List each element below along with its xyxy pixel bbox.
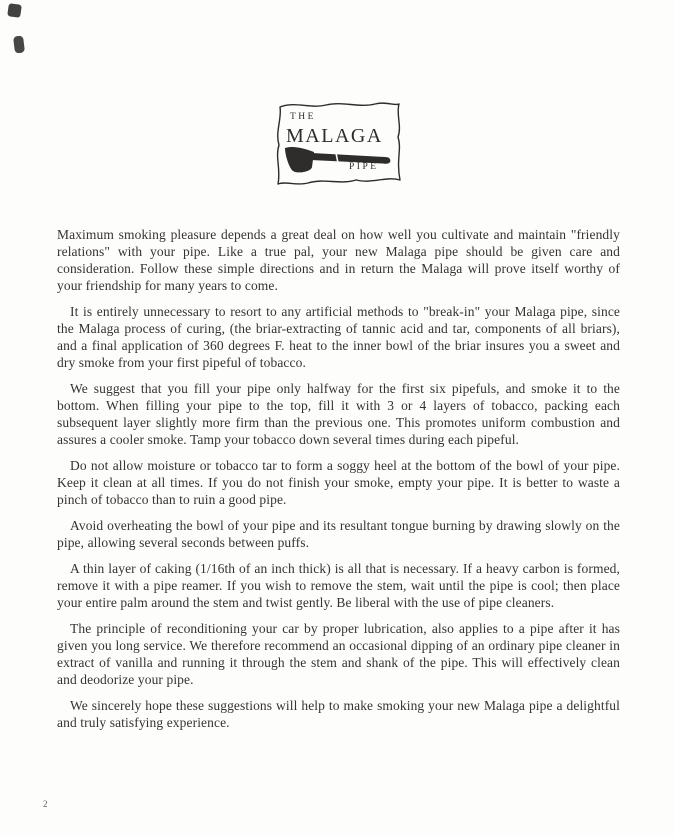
page-number: 2 (43, 799, 48, 809)
paragraph: It is entirely unnecessary to resort to any artificial methods to "break-in" your Malaga pipe, since the Malaga process of curing, (the briar-extracting of tannic acid and tar, components of all briars), and a final application of 360 degrees F. heat to the inner bowl of the briar insures you a sweet and dry smoke from your first pipeful of tobacco. (57, 304, 620, 370)
logo-word-the: THE (290, 112, 316, 122)
paragraph: The principle of reconditioning your car by proper lubrication, also applies to a pipe after it has given you long service. We therefore recommend an occasional dipping of an ordinary pipe cleaner in extract of vanilla and running it through the stem and shank of the pipe. This will effectively clean and deodorize your pipe. (57, 621, 620, 687)
paragraph: We suggest that you fill your pipe only halfway for the first six pipefuls, and smoke it to the bottom. When filling your pipe to the top, fill it with 3 or 4 layers of tobacco, packing each subsequent layer slightly more firm than the previous one. This promotes uniform combustion and assures a cooler smoke. Tamp your tobacco down several times during each pipeful. (57, 381, 620, 447)
paragraph: We sincerely hope these suggestions will help to make smoking your new Malaga pipe a delightful and truly satisfying experience. (57, 698, 620, 730)
logo-badge-graphic (269, 98, 407, 188)
body-text (57, 226, 620, 740)
malaga-pipe-logo (269, 98, 407, 188)
scan-artifact-mark (7, 3, 22, 18)
logo-word-pipe: PIPE (349, 162, 379, 172)
logo-word-malaga: MALAGA (286, 125, 383, 147)
paragraph: Do not allow moisture or tobacco tar to form a soggy heel at the bottom of the bowl of your pipe. Keep it clean at all times. If you do not finish your smoke, empty your pipe. It is better to waste a pinch of tobacco than to ruin a good pipe. (57, 458, 620, 507)
paragraph: Maximum smoking pleasure depends a great deal on how well you cultivate and maintain "friendly relations" with your pipe. Like a true pal, your new Malaga pipe should be given care and consideration. Follow these simple directions and in return the Malaga will prove itself worthy of your friendship for many years to come. (57, 227, 620, 293)
paragraph: Avoid overheating the bowl of your pipe and its resultant tongue burning by drawing slowly on the pipe, allowing several seconds between puffs. (57, 518, 620, 550)
scan-artifact-mark (13, 35, 25, 53)
paragraph: A thin layer of caking (1/16th of an inch thick) is all that is necessary. If a heavy carbon is formed, remove it with a pipe reamer. If you wish to remove the stem, wait until the pipe is cool; then place your entire palm around the stem and twist gently. Be liberal with the use of pipe cleaners. (57, 561, 620, 610)
